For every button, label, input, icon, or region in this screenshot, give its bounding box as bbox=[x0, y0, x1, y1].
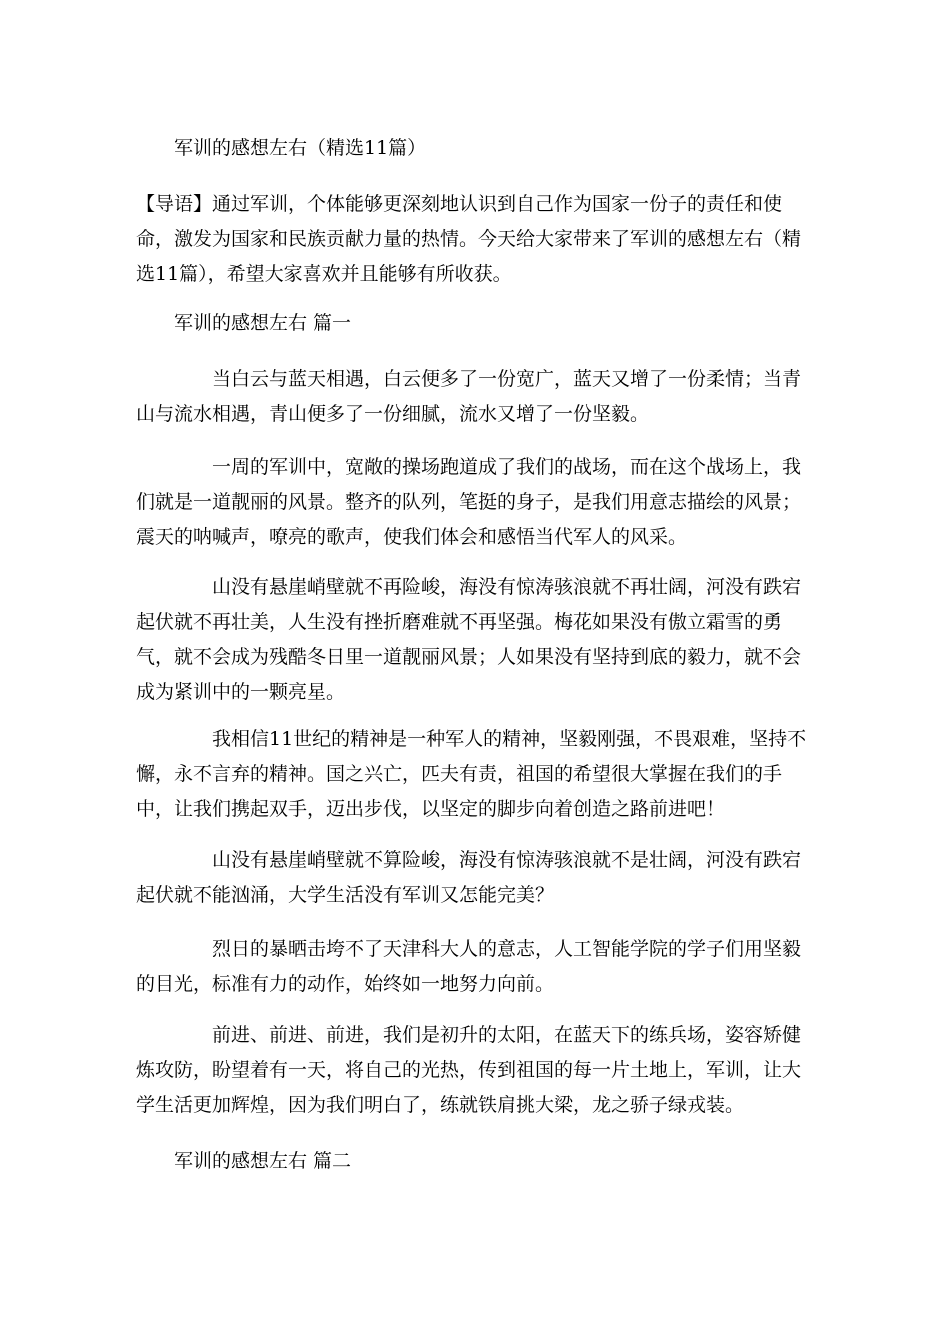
section-heading-2: 军训的感想左右 篇二 bbox=[174, 1150, 352, 1172]
body-paragraph: 前进、前进、前进，我们是初升的太阳，在蓝天下的练兵场，姿容矫健炼攻防，盼望着有一天，将自己的光热，传到祖国的每一片土地上，军训，让大学生活更加辉煌，因为我们明白了，练就铁肩挑大梁，龙之骄子绿戎装。 bbox=[136, 1024, 802, 1116]
body-paragraph: 我相信11世纪的精神是一种军人的精神，坚毅刚强，不畏艰难，坚持不懈，永不言弃的精神。国之兴亡，匹夫有责，祖国的希望很大掌握在我们的手中，让我们携起双手，迈出步伐，以坚定的脚步向着创造之路前进吧！ bbox=[136, 728, 807, 820]
document-title: 军训的感想左右（精选11篇） bbox=[174, 137, 427, 159]
body-paragraph: 一周的军训中，宽敞的操场跑道成了我们的战场，而在这个战场上，我们就是一道靓丽的风景。整齐的队列，笔挺的身子，是我们用意志描绘的风景；震天的呐喊声，嘹亮的歌声，使我们体会和感悟当代军人的风采。 bbox=[136, 456, 802, 548]
body-paragraph: 当白云与蓝天相遇，白云便多了一份宽广，蓝天又增了一份柔情；当青山与流水相遇，青山便多了一份细腻，流水又增了一份坚毅。 bbox=[136, 368, 802, 425]
intro-paragraph: 【导语】通过军训，个体能够更深刻地认识到自己作为国家一份子的责任和使命，激发为国家和民族贡献力量的热情。今天给大家带来了军训的感想左右（精选11篇），希望大家喜欢并且能够有所收获。 bbox=[136, 193, 802, 285]
body-paragraph: 烈日的暴晒击垮不了天津科大人的意志，人工智能学院的学子们用坚毅的目光，标准有力的动作，始终如一地努力向前。 bbox=[136, 938, 802, 995]
body-paragraph: 山没有悬崖峭壁就不算险峻，海没有惊涛骇浪就不是壮阔，河没有跌宕起伏就不能汹涌，大学生活没有军训又怎能完美？ bbox=[136, 849, 802, 906]
body-paragraph: 山没有悬崖峭壁就不再险峻，海没有惊涛骇浪就不再壮阔，河没有跌宕起伏就不再壮美，人生没有挫折磨难就不再坚强。梅花如果没有傲立霜雪的勇气，就不会成为残酷冬日里一道靓丽风景；人如果没有坚持到底的毅力，就不会成为紧训中的一颗亮星。 bbox=[136, 576, 802, 703]
section-heading-1: 军训的感想左右 篇一 bbox=[174, 312, 352, 334]
